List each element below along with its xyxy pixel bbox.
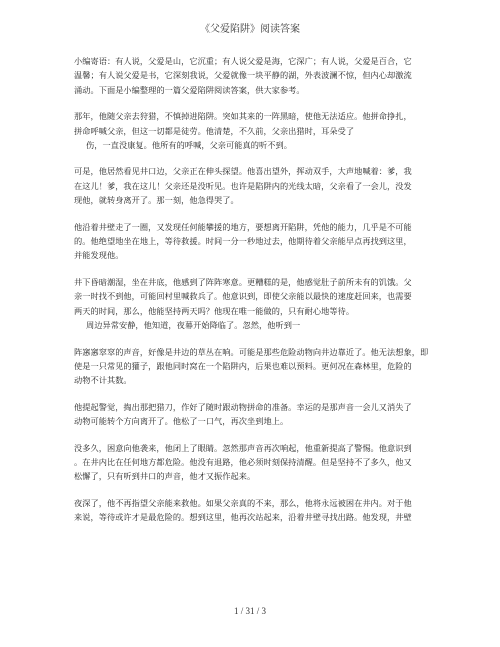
paragraph-line: 动物不计其数。 bbox=[74, 375, 132, 386]
paragraph-line: 温馨；有人说父爱是书，它深刻我说，父爱就像一块平静的湖，外表波澜不惊，但内心却激流 bbox=[74, 70, 412, 81]
paragraph-line: 现他，就转身离开了。那一刻，他急得哭了。 bbox=[74, 195, 239, 206]
paragraph-line: 小编寄语：有人说，父爱是山，它沉重；有人说父爱是海，它深广；有人说，父爱是百合，它 bbox=[74, 56, 412, 66]
paragraph-line: 松懈了，只有听到井口的声音，他才又振作起来。 bbox=[74, 471, 256, 482]
paragraph-line: 阵窸窸窣窣的声音，好像是井边的草丛在响。可能是那些危险动物向井边靠近了。他无法想象，即 bbox=[74, 346, 429, 357]
paragraph bbox=[74, 54, 434, 97]
paragraph-line: 可是，他居然看见井口边，父亲正在伸头探望。他喜出望外，挥动双手，大声地喊着：爹，我 bbox=[74, 166, 412, 177]
paragraph-line: 夜深了，他不再指望父亲能来救他。如果父亲真的不来，那么，他将永远被困在井内。对于他 bbox=[74, 497, 412, 508]
paragraph-line: 没多久，困意向他袭来，他闭上了眼睛。忽然那声音再次响起，他重新提高了警惕。他意识到 bbox=[74, 442, 412, 453]
paragraph-line: 他沿着井壁走了一圈，又发现任何能攀援的地方，要想离开陷阱，凭他的能力，几乎是不可能 bbox=[74, 221, 412, 232]
paragraph bbox=[74, 496, 434, 525]
paragraph-line: 井下昏暗潮湿，坐在井底，他感到了阵阵寒意。更糟糕的是，他感觉肚子前所未有的饥饿。父 bbox=[74, 276, 412, 287]
paragraph-line: 那年，他随父亲去狩猎，不慎掉进陷阱。突如其来的一阵黑暗，使他无法适应。他拼命挣扎， bbox=[74, 111, 412, 122]
paragraph-line: 的。他绝望地坐在地上，等待救援。时间一分一秒地过去，他期待着父亲能早点再找到这里， bbox=[74, 236, 412, 247]
paragraph-line: 动物可能转个方向离开了。他松了一口气，再次坐到地上。 bbox=[74, 416, 289, 427]
paragraph-line: 他提起警觉，掏出那把猎刀，作好了随时跟动物拼命的准备。幸运的是那声音一会儿又消失了 bbox=[74, 401, 412, 412]
paragraph-line: 在这儿！爹，我在这儿！父亲还是没听见。也许是陷阱内的光线太暗，父亲看了一会儿，没发 bbox=[74, 180, 412, 191]
paragraph-line: 使是一只常见的獾子，跟他同时窝在一个陷阱内，后果也难以预料。更何况在森林里，危险的 bbox=[74, 360, 412, 371]
page-number: 1 / 31 / 3 bbox=[233, 606, 266, 616]
paragraph-line: 拼命呼喊父亲，但这一切都是徒劳。他清楚，不久前，父亲出猎时，耳朵受了 bbox=[74, 125, 355, 136]
paragraph-line: 亲一时找不到他，可能回村里喊救兵了。他意识到，即使父亲能以最快的速度赶回来，也需要 bbox=[74, 291, 412, 302]
paragraph-line: 。在井内比在任何地方都危险。他没有退路，他必须时刻保持清醒。但是坚持不了多久，他又 bbox=[74, 456, 412, 467]
paragraph bbox=[74, 164, 434, 207]
paragraph bbox=[74, 345, 434, 388]
paragraph-line: 两天的时间，那么，他能坚持两天吗？他现在唯一能做的，只有耐心地等待。 bbox=[74, 305, 355, 316]
paragraph bbox=[74, 400, 434, 429]
paragraph bbox=[74, 109, 434, 152]
paragraph bbox=[74, 441, 434, 484]
paragraph bbox=[74, 275, 434, 333]
paragraph bbox=[74, 220, 434, 263]
paragraph-line: 周边异常安静，他知道，夜幕开始降临了。忽然，他听到一 bbox=[86, 320, 301, 331]
document-body bbox=[74, 54, 434, 537]
paragraph-line: 涌动。下面是小编整理的一篇父爱陷阱阅读答案，供大家参考。 bbox=[74, 84, 305, 95]
document-title: 《父爱陷阱》阅读答案 bbox=[200, 24, 300, 35]
paragraph-line: 并能发现他。 bbox=[74, 250, 124, 261]
paragraph-line: 来说，等待或许才是最危险的。想到这里，他再次站起来，沿着井壁寻找出路。他发现，井壁 bbox=[74, 512, 412, 523]
paragraph-line: 伤，一直没康复。他所有的呼喊，父亲可能真的听不到。 bbox=[86, 140, 292, 151]
